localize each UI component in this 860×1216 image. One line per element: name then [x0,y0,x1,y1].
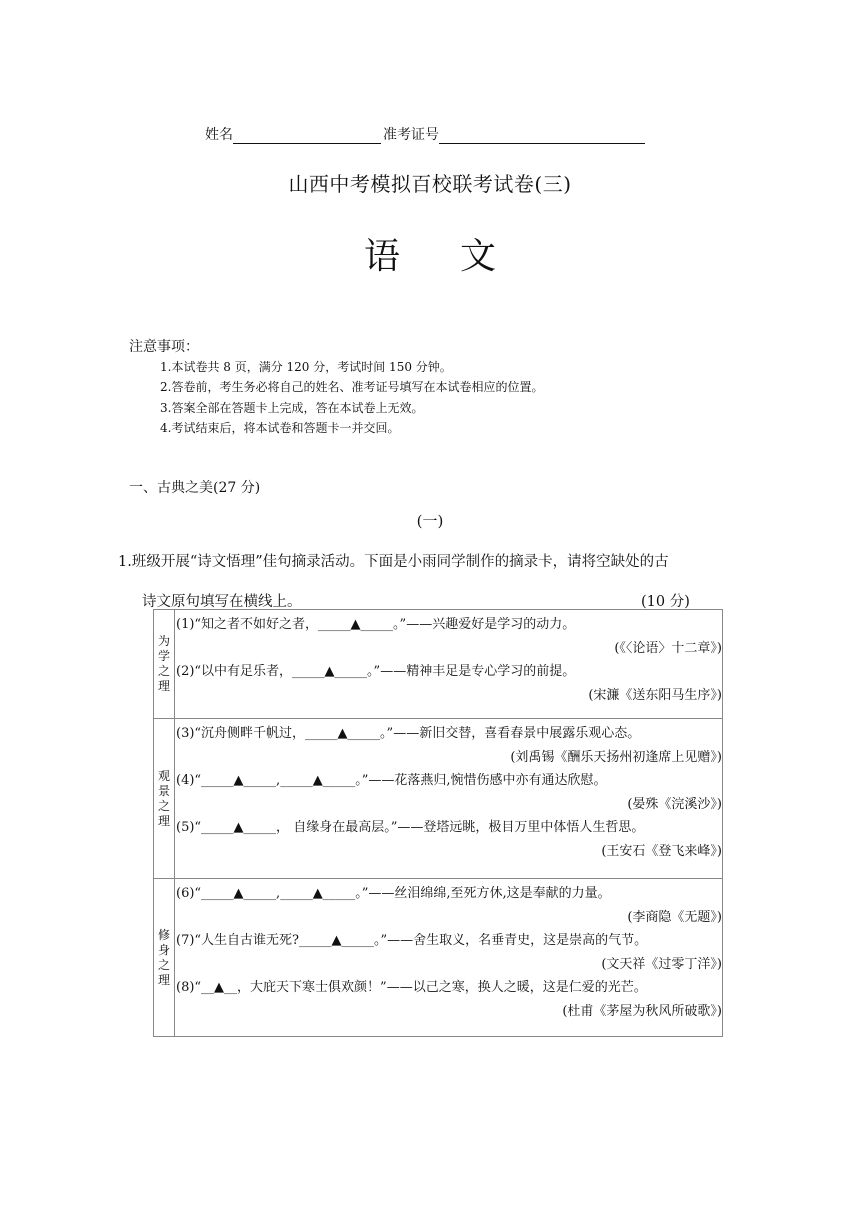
blank-fill-question: (3)“沉舟侧畔千帆过，_____▲_____。”——新旧交替，喜看春景中展露乐观心态。 [176,726,641,741]
part-heading: (一) [416,512,444,530]
blank-fill-question: (4)“_____▲_____,_____▲_____。”——花落燕归,惋惜伤感中亦有通达欣慰。 [176,773,607,788]
source-citation: (王安石《登飞来峰》) [601,843,722,859]
notice-item: 2.答卷前，考生务必将自己的姓名、准考证号填写在本试卷相应的位置。 [160,380,544,394]
name-label: 姓名 [205,127,233,143]
subject-title [0,228,860,279]
blank-fill-question: (7)“人生自古谁无死?_____▲_____。”——舍生取义，名垂青史，这是崇高的气节。 [176,933,648,948]
notice-item: 3.答案全部在答题卡上完成，答在本试卷上无效。 [160,401,424,415]
blank-fill-question: (1)“知之者不如好之者，_____▲_____。”——兴趣爱好是学习的动力。 [176,617,576,632]
exam-title: 山西中考模拟百校联考试卷(三) [288,172,572,196]
content-cell [175,719,723,879]
notice-heading: 注意事项： [129,339,199,355]
category-cell: 修 身 之 理 [154,879,175,1037]
name-blank-line [233,129,381,144]
source-citation: (文天祥《过零丁洋》) [601,956,722,972]
candidate-info-row [205,124,645,144]
table-group-self-cultivation [154,879,723,1037]
subject-char-1: 语 [363,236,400,277]
content-cell [175,879,723,1037]
source-citation: (刘禹锡《酬乐天扬州初逢席上见赠》) [510,749,722,765]
category-cell: 为 学 之 理 [154,610,175,719]
blank-fill-question: (5)“_____▲_____， 自缘身在最高层。”——登塔远眺，极目万里中体悟人生哲思。 [176,820,645,835]
blank-fill-question: (8)“__▲__，大庇天下寒士俱欢颜！”——以己之寒，换人之暖，这是仁爱的光芒。 [176,980,647,995]
table-group-scenery [154,719,723,879]
source-citation: (杜甫《茅屋为秋风所破歌》) [562,1003,722,1019]
blank-fill-question: (6)“_____▲_____,_____▲_____。”——丝泪绵绵,至死方休,这是奉献的力量。 [176,886,611,901]
blank-fill-question: (2)“以中有足乐者，_____▲_____。”——精神丰足是专心学习的前提。 [176,664,576,679]
table-group-study [154,610,723,719]
source-citation: (李商隐《无题》) [627,909,722,925]
notice-item: 1.本试卷共 8 页，满分 120 分，考试时间 150 分钟。 [160,360,452,374]
excerpt-card-table [153,609,723,1037]
question-1-stem-line1: 1.班级开展“诗文悟理”佳句摘录活动。下面是小雨同学制作的摘录卡，请将空缺处的古 [118,554,669,570]
subject-char-2: 文 [460,236,497,277]
notice-item: 4.考试结束后，将本试卷和答题卡一并交回。 [160,421,400,435]
exam-number-label: 准考证号 [383,127,439,143]
content-cell [175,610,723,719]
source-citation: (宋濂《送东阳马生序》) [588,687,722,703]
section-title: 一、古典之美(27 分) [129,480,261,496]
question-1-points: (10 分) [641,594,690,610]
source-citation: (《〈论语〉十二章》) [614,640,722,656]
question-1-stem-line2: 诗文原句填写在横线上。 [142,594,302,610]
category-cell: 观 景 之 理 [154,719,175,879]
exam-number-blank-line [439,129,645,144]
source-citation: (晏殊《浣溪沙》) [627,796,722,812]
